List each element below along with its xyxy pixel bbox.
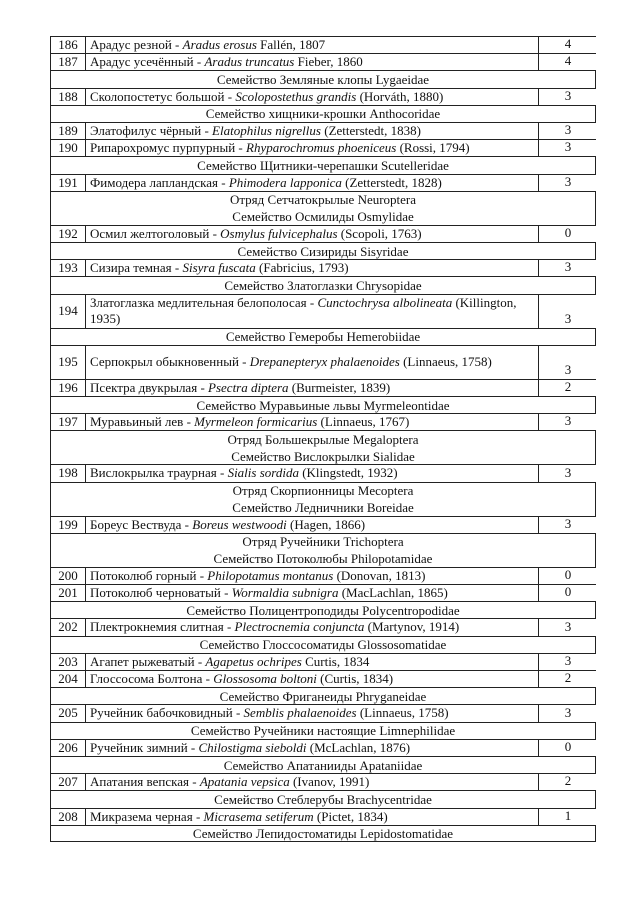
- latin-name: Phimodera lapponica: [228, 174, 342, 190]
- author-year: (Klingstedt, 1932): [302, 465, 398, 481]
- heading-line: Семейство Лепидостоматиды Lepidostomatidae: [192, 825, 454, 841]
- section-heading-row: [50, 276, 596, 293]
- heading-line: Семейство хищники-крошки Anthocoridae: [205, 106, 441, 122]
- author-year: (Martynov, 1914): [367, 619, 460, 635]
- latin-name: Aradus truncatus: [204, 54, 295, 70]
- species-row: [50, 567, 596, 584]
- species-name: [85, 517, 539, 533]
- status-count: 3: [564, 139, 572, 155]
- status-count: 4: [564, 53, 572, 69]
- species-row: [50, 122, 596, 139]
- separator: -: [216, 465, 228, 481]
- section-heading-row: [50, 533, 596, 567]
- separator: -: [171, 260, 183, 276]
- section-heading: [51, 688, 596, 704]
- separator: -: [196, 567, 208, 583]
- species-number: 199: [51, 517, 86, 533]
- author-year: (MacLachlan, 1865): [341, 585, 448, 601]
- separator: -: [209, 225, 221, 241]
- russian-name: Ручейник бабочковидный: [90, 705, 233, 721]
- russian-name: Апатания вепская: [90, 774, 189, 790]
- species-number: 200: [51, 568, 86, 584]
- species-number: 208: [51, 809, 86, 825]
- heading-line: Семейство Муравьиные львы Myrmeleontidae: [196, 397, 450, 413]
- section-heading-row: [50, 191, 596, 225]
- author-year: (Burmeister, 1839): [291, 379, 391, 395]
- heading-line: Отряд Ручейники Trichoptera: [242, 534, 404, 550]
- section-heading-row: [50, 396, 596, 413]
- latin-name: Chilostigma sieboldi: [198, 739, 307, 755]
- status-count: 3: [564, 310, 572, 326]
- species-name: [85, 654, 539, 670]
- species-row: [50, 345, 596, 379]
- species-row: [50, 739, 596, 756]
- species-name: [85, 465, 539, 481]
- species-number: 192: [51, 226, 86, 242]
- heading-line: Семейство Осмилиды Osmylidae: [232, 209, 414, 225]
- heading-line: Семейство Фриганеиды Phryganeidae: [219, 688, 427, 704]
- status-count: 1: [564, 807, 572, 823]
- author-year: Fieber, 1860: [297, 54, 363, 70]
- section-heading-row: [50, 790, 596, 807]
- section-heading-row: [50, 636, 596, 653]
- russian-name: Серпокрыл обыкновенный: [90, 354, 239, 370]
- heading-line: Отряд Сетчатокрылые Neuroptera: [229, 192, 417, 208]
- author-year: (Zetterstedt, 1838): [324, 123, 421, 139]
- latin-name: Glossosoma boltoni: [213, 671, 317, 687]
- status-count: 3: [564, 87, 572, 103]
- russian-name: Потоколюб черноватый: [90, 585, 221, 601]
- heading-line: Семейство Сизириды Sisyridae: [237, 243, 409, 259]
- author-year: Curtis, 1834: [305, 653, 370, 669]
- latin-name: Drepanepteryx phalaenoides: [249, 354, 400, 370]
- section-heading-row: [50, 687, 596, 704]
- section-heading-row: [50, 756, 596, 773]
- species-row: [50, 139, 596, 156]
- section-heading: [51, 106, 596, 122]
- heading-line: Семейство Земляные клопы Lygaeidae: [216, 71, 430, 87]
- section-heading-row: [50, 328, 596, 345]
- species-row: [50, 88, 596, 105]
- species-name: [85, 568, 539, 584]
- section-heading: [51, 157, 596, 173]
- author-year: (Fabricius, 1793): [259, 260, 349, 276]
- latin-name: Rhyparochromus phoeniceus: [246, 140, 397, 156]
- russian-name: Глоссосома Болтона: [90, 671, 203, 687]
- species-name: [85, 37, 539, 53]
- latin-name: Semblis phalaenoides: [243, 705, 357, 721]
- section-heading: [51, 791, 596, 807]
- section-heading: [51, 534, 596, 567]
- separator: -: [201, 123, 213, 139]
- author-year: (Horváth, 1880): [359, 88, 444, 104]
- author-year: (Linnaeus, 1758): [359, 705, 449, 721]
- species-row: [50, 808, 596, 825]
- author-year: (Curtis, 1834): [320, 671, 394, 687]
- latin-name: Elatophilus nigrellus: [212, 123, 321, 139]
- species-row: [50, 773, 596, 790]
- species-number: 187: [51, 54, 86, 70]
- author-year: (McLachlan, 1876): [309, 739, 411, 755]
- species-number: 193: [51, 260, 86, 276]
- section-heading: [51, 602, 596, 618]
- russian-name: Микразема черная: [90, 808, 193, 824]
- species-row: [50, 174, 596, 191]
- latin-name: Agapetus ochripes: [205, 653, 302, 669]
- section-heading-row: [50, 722, 596, 739]
- status-count: 0: [564, 224, 572, 240]
- russian-name: Сколопостетус большой: [90, 88, 225, 104]
- latin-name: Boreus westwoodi: [192, 516, 287, 532]
- author-year: (Donovan, 1813): [336, 567, 426, 583]
- latin-name: Scolopostethus grandis: [235, 88, 357, 104]
- russian-name: Ручейник зимний: [90, 739, 188, 755]
- section-heading: [51, 483, 596, 516]
- status-count: 4: [564, 36, 572, 52]
- separator: -: [181, 516, 193, 532]
- species-number: 205: [51, 705, 86, 721]
- heading-line: Семейство Ручейники настоящие Limnephilidae: [190, 723, 456, 739]
- section-heading: [51, 757, 596, 773]
- species-name: [85, 774, 539, 790]
- section-heading: [51, 431, 596, 464]
- heading-line: Семейство Ледничники Boreidae: [232, 500, 414, 516]
- species-name: [85, 380, 539, 396]
- species-name: [85, 140, 539, 156]
- latin-name: Plectrocnemia conjuncta: [234, 619, 365, 635]
- separator: -: [235, 140, 246, 156]
- russian-name: Потоколюб горный: [90, 567, 197, 583]
- author-year: Fallén, 1807: [260, 37, 326, 53]
- section-heading-row: [50, 482, 596, 516]
- heading-line: Семейство Апатанииды Apataniidae: [223, 757, 423, 773]
- author-year: (Killington, 1935): [90, 295, 517, 327]
- latin-name: Aradus erosus: [182, 37, 257, 53]
- russian-name: Вислокрылка траурная: [90, 465, 217, 481]
- status-count: 0: [564, 584, 572, 600]
- status-count: 3: [564, 259, 572, 275]
- russian-name: Фимодера лапландская: [90, 174, 218, 190]
- status-count: 0: [564, 566, 572, 582]
- section-heading-row: [50, 601, 596, 618]
- status-count: 0: [564, 738, 572, 754]
- species-row: [50, 259, 596, 276]
- section-heading-row: [50, 430, 596, 464]
- species-row: [50, 670, 596, 687]
- latin-name: Sialis sordida: [227, 465, 299, 481]
- section-heading: [51, 71, 596, 87]
- species-row: [50, 36, 596, 53]
- species-number: 204: [51, 671, 86, 687]
- author-year: (Ivanov, 1991): [292, 774, 370, 790]
- section-heading-row: [50, 105, 596, 122]
- species-name: [85, 260, 539, 276]
- species-name: [85, 809, 539, 825]
- section-heading: [51, 329, 596, 345]
- species-row: [50, 53, 596, 70]
- separator: -: [223, 619, 235, 635]
- status-count: 3: [564, 618, 572, 634]
- separator: -: [183, 414, 195, 430]
- species-name: [85, 123, 539, 139]
- species-number: 191: [51, 175, 86, 191]
- status-count: 3: [564, 413, 572, 429]
- species-row: [50, 379, 596, 396]
- species-name: [85, 54, 539, 70]
- separator: -: [188, 774, 200, 790]
- author-year: (Hagen, 1866): [290, 516, 366, 532]
- species-name: [85, 175, 539, 191]
- species-number: 190: [51, 140, 86, 156]
- heading-line: Семейство Полицентроподиды Polycentropodidae: [186, 602, 460, 618]
- species-name: [85, 585, 539, 601]
- latin-name: Psectra diptera: [208, 379, 289, 395]
- section-heading-row: [50, 156, 596, 173]
- separator: -: [192, 808, 204, 824]
- separator: -: [194, 653, 206, 669]
- status-count: 2: [564, 773, 572, 789]
- separator: -: [232, 705, 244, 721]
- species-row: [50, 516, 596, 533]
- species-number: 207: [51, 774, 86, 790]
- separator: -: [187, 739, 199, 755]
- species-name: [85, 295, 539, 328]
- latin-name: Philopotamus montanus: [207, 567, 334, 583]
- species-row: [50, 464, 596, 481]
- author-year: (Linnaeus, 1758): [403, 354, 492, 370]
- heading-line: Семейство Стеблерубы Brachycentridae: [214, 791, 432, 807]
- species-name: [85, 414, 539, 430]
- section-heading: [51, 637, 596, 653]
- species-row: [50, 294, 596, 328]
- section-heading: [51, 192, 596, 225]
- status-count: 2: [564, 670, 572, 686]
- status-count: 3: [564, 464, 572, 480]
- section-heading-row: [50, 242, 596, 259]
- author-year: (Pictet, 1834): [316, 808, 388, 824]
- species-name: [85, 705, 539, 721]
- russian-name: Псектра двукрылая: [90, 379, 198, 395]
- status-count: 3: [564, 652, 572, 668]
- status-count: 3: [564, 515, 572, 531]
- russian-name: Элатофилус чёрный: [90, 123, 202, 139]
- latin-name: Micrasema setiferum: [203, 808, 314, 824]
- separator: -: [171, 37, 183, 53]
- heading-line: Семейство Гемеробы Hemerobiidae: [225, 329, 421, 345]
- species-number: 189: [51, 123, 86, 139]
- species-number: 195: [51, 346, 86, 379]
- latin-name: Wormaldia subnigra: [231, 585, 339, 601]
- russian-name: Рипарохромус пурпурный: [90, 140, 236, 156]
- russian-name: Арадус усечённый: [90, 54, 194, 70]
- section-heading: [51, 397, 596, 413]
- separator: -: [218, 174, 229, 190]
- status-count: 3: [564, 361, 572, 377]
- species-row: [50, 653, 596, 670]
- status-count: 3: [564, 704, 572, 720]
- heading-line: Семейство Вислокрылки Sialidae: [231, 448, 415, 464]
- species-row: [50, 704, 596, 721]
- heading-line: Семейство Глоссосоматиды Glossosomatidae: [199, 637, 447, 653]
- section-heading: [51, 243, 596, 259]
- species-number: 206: [51, 740, 86, 756]
- russian-name: Осмил желтоголовый: [90, 225, 210, 241]
- status-count: 3: [564, 173, 572, 189]
- heading-line: Семейство Потоколюбы Philopotamidae: [213, 551, 433, 567]
- section-heading-row: [50, 825, 596, 842]
- section-heading: [51, 826, 596, 841]
- species-row: [50, 584, 596, 601]
- species-number: 194: [51, 295, 86, 328]
- latin-name: Osmylus fulvicephalus: [220, 225, 338, 241]
- author-year: (Zetterstedt, 1828): [345, 174, 442, 190]
- author-year: (Rossi, 1794): [399, 140, 470, 156]
- species-row: [50, 225, 596, 242]
- russian-name: Бореус Вествуда: [90, 516, 182, 532]
- species-name: [85, 346, 539, 379]
- species-name: [85, 671, 539, 687]
- species-name: [85, 89, 539, 105]
- heading-line: Семейство Златоглазки Chrysopidae: [224, 277, 422, 293]
- status-count: 2: [564, 378, 572, 394]
- species-number: 197: [51, 414, 86, 430]
- separator: -: [306, 295, 318, 311]
- species-name: [85, 226, 539, 242]
- separator: -: [193, 54, 205, 70]
- russian-name: Плектрокнемия слитная: [90, 619, 224, 635]
- species-number: 196: [51, 380, 86, 396]
- separator: -: [220, 585, 232, 601]
- russian-name: Арадус резной: [90, 37, 172, 53]
- species-number: 203: [51, 654, 86, 670]
- author-year: (Linnaeus, 1767): [320, 414, 410, 430]
- russian-name: Сизира темная: [90, 260, 172, 276]
- separator: -: [224, 88, 236, 104]
- separator: -: [238, 354, 250, 370]
- species-row: [50, 618, 596, 635]
- russian-name: Муравьиный лев: [90, 414, 184, 430]
- latin-name: Cunctochrysa albolineata: [317, 295, 453, 311]
- russian-name: Агапет рыжеватый: [90, 653, 195, 669]
- section-heading: [51, 277, 596, 293]
- species-name: [85, 740, 539, 756]
- latin-name: Sisyra fuscata: [182, 260, 256, 276]
- species-number: 186: [51, 37, 86, 53]
- heading-line: Отряд Большекрылые Megaloptera: [227, 431, 419, 447]
- species-number: 188: [51, 89, 86, 105]
- status-count: 3: [564, 122, 572, 138]
- species-name: [85, 619, 539, 635]
- author-year: (Scopoli, 1763): [340, 225, 422, 241]
- separator: -: [202, 671, 214, 687]
- species-number: 202: [51, 619, 86, 635]
- latin-name: Myrmeleon formicarius: [194, 414, 318, 430]
- heading-line: Отряд Скорпионницы Mecoptera: [232, 483, 414, 499]
- latin-name: Apatania vepsica: [199, 774, 290, 790]
- section-heading: [51, 723, 596, 739]
- separator: -: [197, 379, 209, 395]
- species-number: 198: [51, 465, 86, 481]
- section-heading-row: [50, 70, 596, 87]
- russian-name: Златоглазка медлительная белополосая: [90, 295, 307, 311]
- species-row: [50, 413, 596, 430]
- species-number: 201: [51, 585, 86, 601]
- heading-line: Семейство Щитники-черепашки Scutelleridae: [197, 157, 449, 173]
